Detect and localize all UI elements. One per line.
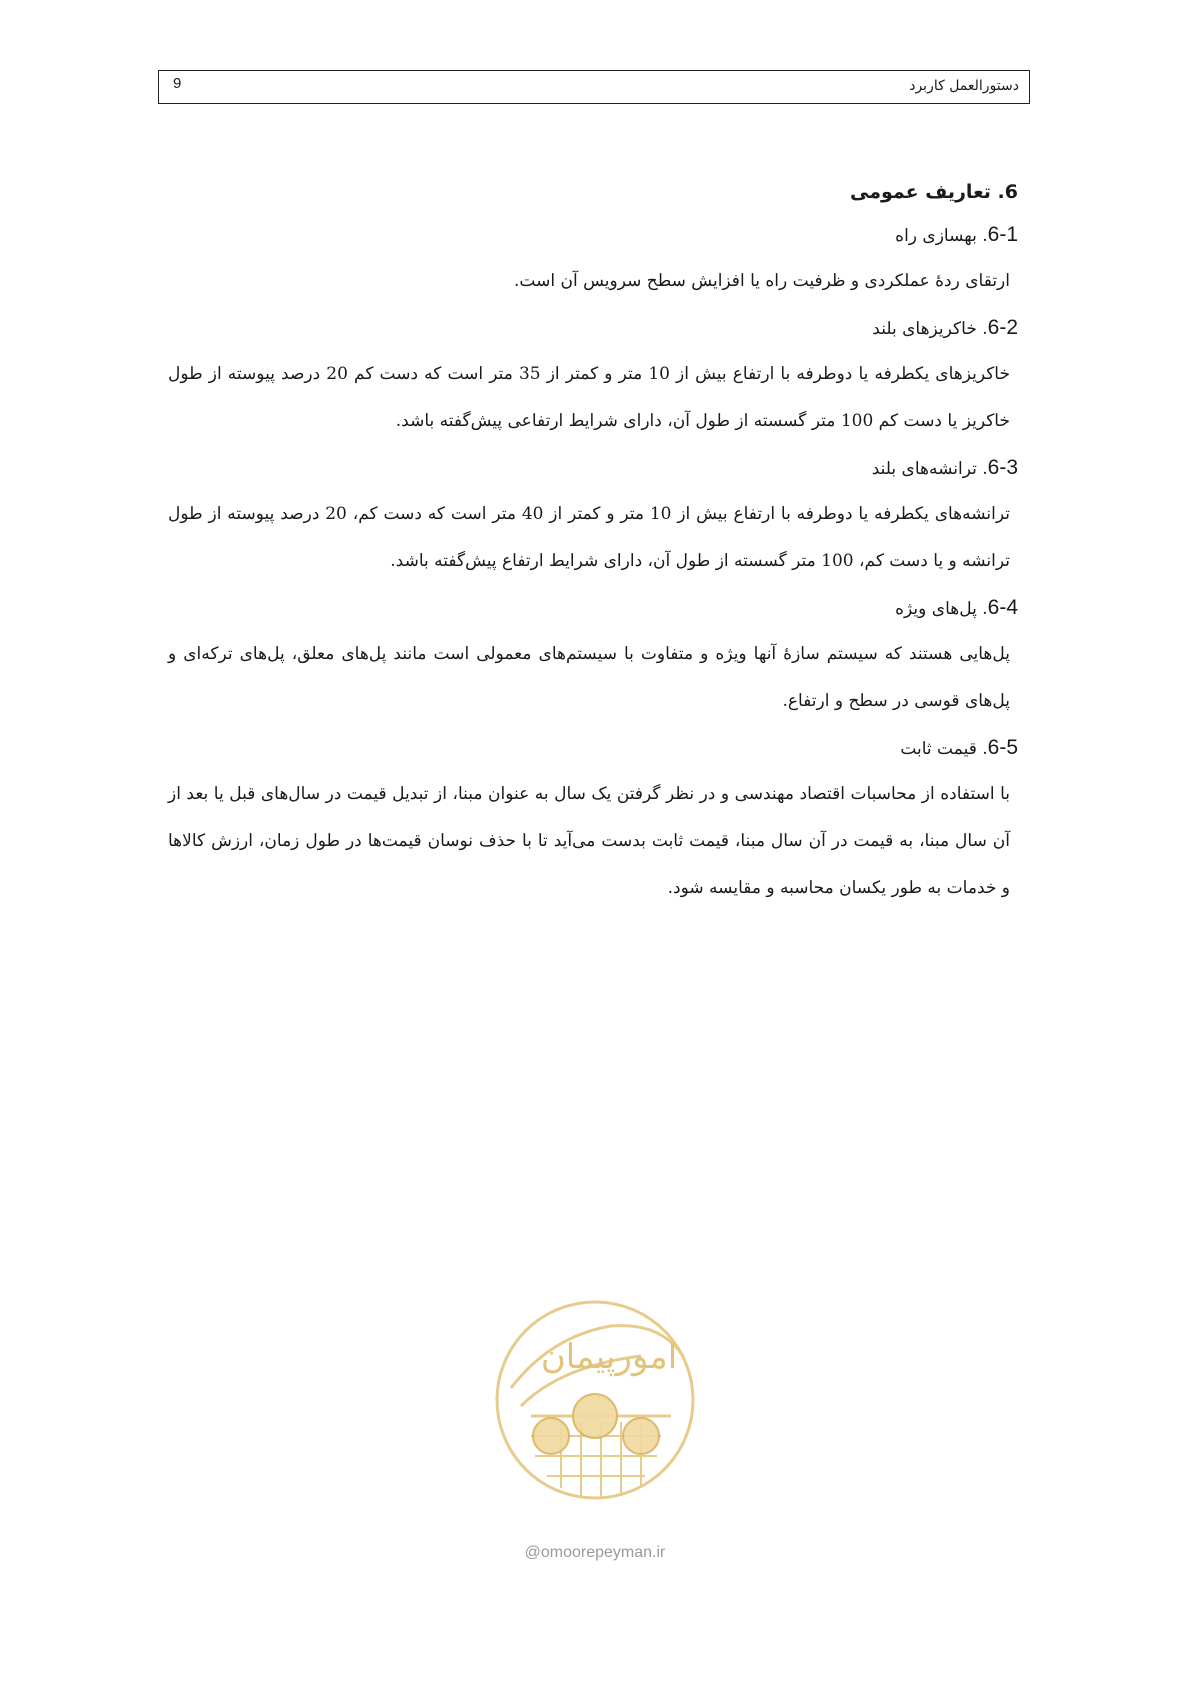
subsection-title: . پل‌های ویژه <box>895 599 988 619</box>
header-title: دستورالعمل کاربرد <box>909 78 1019 94</box>
paragraph-6-3: ترانشه‌های یکطرفه یا دوطرفه با ارتفاع بیش از 10 متر و کمتر از 40 متر است که دست کم، 20 درصد پیوسته از طول ترانشه و یا دست کم، 100 متر گسسته از طول آن، دارای شرایط ارتفاع پیش‌گفته باشد. <box>168 504 1010 571</box>
paragraph-6-1: ارتقای ردۀ عملکردی و ظرفیت راه یا افزایش سطح سرویس آن است. <box>514 271 1010 291</box>
watermark-logo <box>491 1296 699 1504</box>
paragraph-6-2: خاکریزهای یکطرفه یا دوطرفه با ارتفاع بیش از 10 متر و کمتر از 35 متر است که دست کم 20 درصد پیوسته از طول خاکریز یا دست کم 100 متر گسسته از طول آن، دارای شرایط ارتفاعی پیش‌گفته باشد. <box>168 364 1010 431</box>
subsection-heading-6-1 <box>168 212 1018 258</box>
subsection-title: . قیمت ثابت <box>900 739 988 759</box>
logo-text: امورپیمان <box>540 1337 678 1377</box>
subsection-number: 6-2 <box>987 316 1018 339</box>
subsection-title: . خاکریزهای بلند <box>872 319 988 339</box>
subsection-heading-6-2 <box>168 305 1018 351</box>
watermark-url: @omoorepeyman.ir <box>524 1544 666 1561</box>
subsection-heading-6-3 <box>168 445 1018 491</box>
subsection-title: . ترانشه‌های بلند <box>871 459 988 479</box>
subsection-number: 6-3 <box>987 456 1018 479</box>
subsection-title: . بهسازی راه <box>895 226 988 246</box>
paragraph-6-4: پل‌هایی هستند که سیستم سازۀ آنها ویژه و متفاوت با سیستم‌های معمولی است مانند پل‌های معلق، پل‌های ترکه‌ای و پل‌های قوسی در سطح و ارتفاع. <box>168 644 1010 711</box>
subsection-number: 6-1 <box>987 223 1018 246</box>
section-heading: 6. تعاریف عمومی <box>850 181 1018 203</box>
page-number: 9 <box>173 75 182 92</box>
page-header <box>158 70 1030 104</box>
subsection-heading-6-5 <box>168 725 1018 771</box>
paragraph-6-5: با استفاده از محاسبات اقتصاد مهندسی و در نظر گرفتن یک سال به عنوان مبنا، از تبدیل قیمت در سال‌های قبل یا بعد از آن سال مبنا، به قیمت در آن سال مبنا، قیمت ثابت بدست می‌آید تا با حذف نوسان قیمت‌ها در طول زمان، ارزش کالاها و خدمات به طور یکسان محاسبه و مقایسه شود. <box>168 784 1010 898</box>
subsection-number: 6-4 <box>987 596 1018 619</box>
subsection-heading-6-4 <box>168 585 1018 631</box>
subsection-number: 6-5 <box>987 736 1018 759</box>
document-body <box>168 172 1018 912</box>
